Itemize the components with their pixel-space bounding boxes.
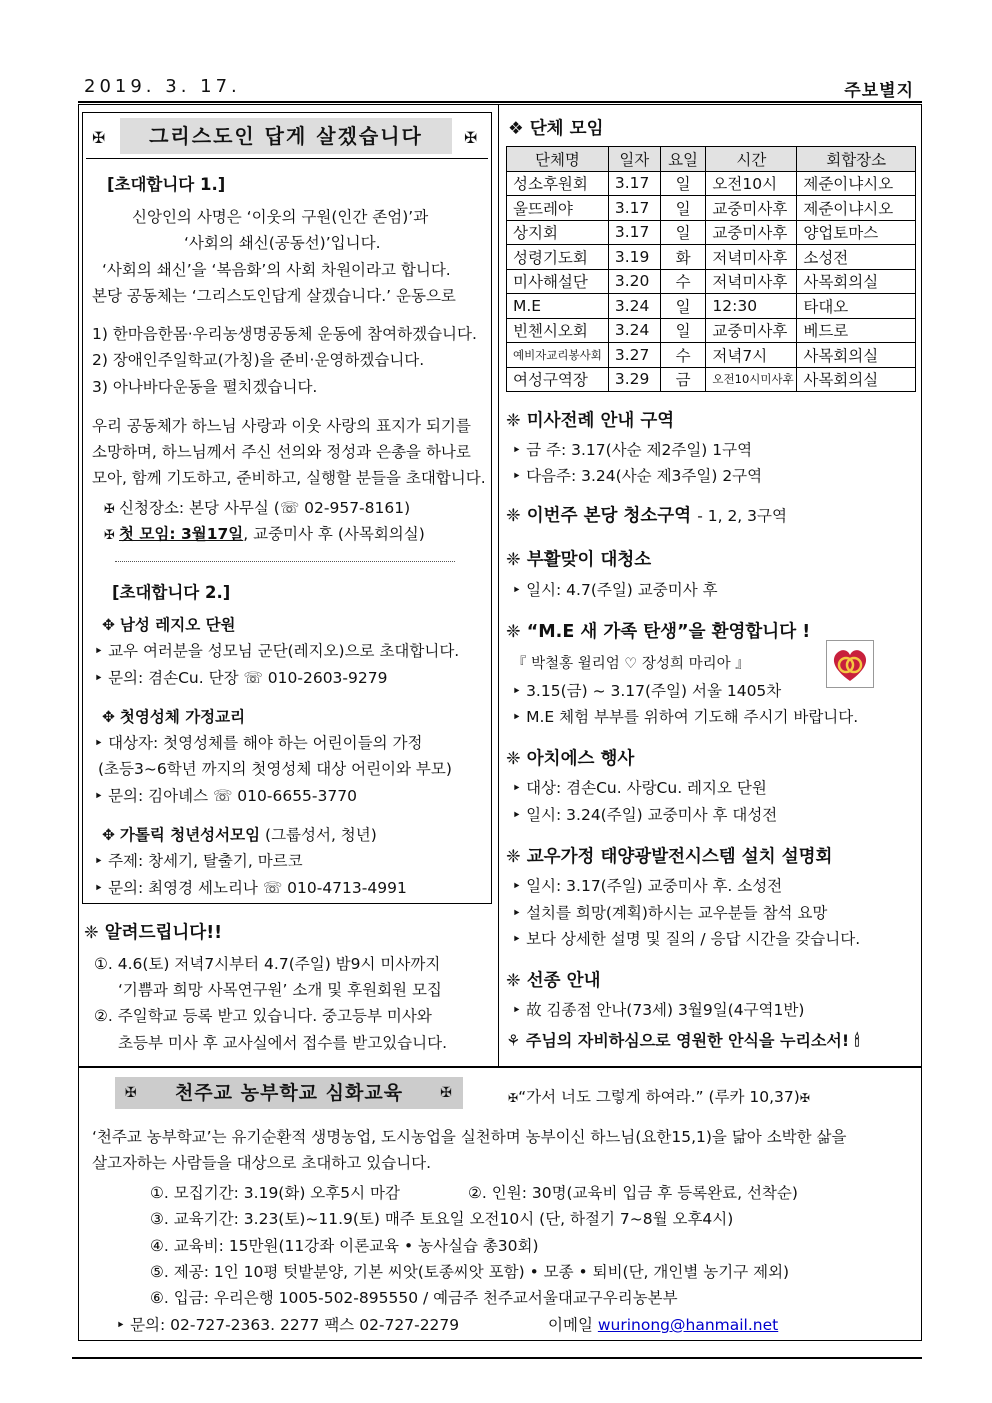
intro-line: 살고자하는 사람들을 대상으로 초대하고 있습니다. [92, 1154, 432, 1172]
table-cell: 베드로 [797, 318, 916, 343]
paragraph-line: 본당 공동체는 ‘그리스도인답게 살겠습니다.’ 운동으로 [92, 287, 456, 305]
info-item: ④. 교육비: 15만원(11강좌 이론교육 • 농사실습 총30회) [150, 1237, 539, 1255]
table-cell: 소성전 [797, 245, 916, 270]
cleaning-title: 이번주 본당 청소구역 [526, 506, 692, 526]
group-line: ‣ 대상자: 첫영성체를 해야 하는 어린이들의 가정 [94, 734, 423, 752]
list-item: 3) 아나바다운동을 펼치겠습니다. [92, 378, 318, 396]
group-line: ‣ 문의: 김아녜스 ☏ 010-6655-3770 [94, 787, 357, 805]
paragraph-line: 우리 공동체가 하느님 사랑과 이웃 사랑의 표지가 되기를 [92, 417, 471, 435]
table-cell: 수 [660, 269, 706, 294]
table-cell: 빈첸시오회 [507, 318, 609, 343]
table-cell: 울뜨레야 [507, 196, 609, 221]
first-meeting-label: 첫 모임: 3월17일 [119, 525, 244, 543]
asterisk-icon: ❈ [506, 847, 527, 867]
table-cell: 저녁7시 [706, 343, 797, 368]
first-meeting-detail: , 교중미사 후 (사목회의실) [243, 525, 425, 543]
asterisk-icon: ❈ [506, 971, 527, 991]
table-cell: 상지회 [507, 220, 609, 245]
notice-line: ①. 4.6(토) 저녁7시부터 4.7(주일) 밤9시 미사까지 [94, 955, 441, 973]
table-cell: M.E [507, 294, 609, 319]
acies-title: 아치에스 행사 [526, 749, 635, 769]
me-logo [826, 640, 874, 688]
table-cell: 교중미사후 [706, 196, 797, 221]
info-item: ⑥. 입금: 우리은행 1005-502-895550 / 예금주 천주교서울대교구우리농본부 [150, 1289, 678, 1307]
group-line: ‣ 문의: 최영경 세노리나 ☏ 010-4713-4991 [94, 879, 407, 897]
funeral-title: 선종 안내 [526, 971, 601, 991]
info-item: ②. 인원: 30명(교육비 입금 후 등록완료, 선착순) [468, 1184, 798, 1202]
table-header-row [507, 147, 916, 172]
table-cell: 3.24 [608, 318, 660, 343]
lily-icon: ⚘ [506, 1031, 526, 1050]
table-cell: 일 [660, 196, 706, 221]
table-row [507, 343, 916, 368]
table-cell: 일 [660, 171, 706, 196]
table-cell: 3.17 [608, 220, 660, 245]
table-row [507, 269, 916, 294]
cross-icon: ✠ [92, 129, 105, 147]
invite2-heading: [초대합니다 2.] [112, 583, 231, 602]
table-cell: 12:30 [706, 294, 797, 319]
me-line: ‣ 3.15(금) ~ 3.17(주일) 서울 1405차 [512, 682, 782, 700]
table-cell: 수 [660, 343, 706, 368]
divider [86, 158, 488, 159]
mass-title: 미사전례 안내 구역 [526, 411, 675, 431]
cross-icon: ✠ [125, 1085, 138, 1101]
easter-line: ‣ 일시: 4.7(주일) 교중미사 후 [512, 581, 718, 599]
bulletin-title: 주보별지 [844, 81, 914, 101]
table-row [507, 318, 916, 343]
table-cell: 3.24 [608, 294, 660, 319]
table-cell: 저녁미사후 [706, 245, 797, 270]
page-end-rule [72, 1357, 922, 1359]
email-link[interactable]: wurinong@hanmail.net [597, 1316, 779, 1334]
group-title: 첫영성체 가정교리 [119, 708, 246, 726]
table-row [507, 171, 916, 196]
info-item: ③. 교육기간: 3.23(토)~11.9(토) 매주 토요일 오전10시 (단, 하절기 7~8월 오후4시) [150, 1210, 734, 1228]
table-cell: 사목회의실 [797, 343, 916, 368]
table-cell: 3.29 [608, 367, 660, 392]
groups-title: 단체 모임 [529, 119, 604, 139]
group-title: 가톨릭 청년성서모임 [119, 826, 261, 844]
column-header: 요일 [660, 147, 706, 172]
table-cell: 화 [660, 245, 706, 270]
acies-line: ‣ 대상: 겸손Cu. 사랑Cu. 레지오 단원 [512, 779, 767, 797]
cross-icon: ✠ [104, 528, 120, 543]
column-divider [498, 104, 499, 1067]
column-header: 단체명 [507, 147, 609, 172]
group-line: ‣ 주제: 창세기, 탈출기, 마르코 [94, 852, 303, 870]
table-row [507, 245, 916, 270]
cross-icon: ✠ [464, 129, 477, 147]
paragraph-line: ‘사회의 쇄신(공동선)’입니다. [184, 234, 381, 252]
group-subtitle: (그룹성서, 청년) [265, 826, 377, 844]
table-cell: 일 [660, 318, 706, 343]
asterisk-icon: ❈ [506, 622, 527, 642]
table-cell: 사목회의실 [797, 367, 916, 392]
farm-school-title [115, 1077, 463, 1109]
table-row [507, 196, 916, 221]
me-line: ‣ M.E 체험 부부를 위하여 기도해 주시기 바랍니다. [512, 708, 859, 726]
me-title: “M.E 새 가족 탄생”을 환영합니다 ! [526, 622, 811, 642]
column-header: 일자 [608, 147, 660, 172]
table-cell: 3.19 [608, 245, 660, 270]
table-cell: 성소후원회 [507, 171, 609, 196]
cross-icon: ✠ [104, 502, 120, 517]
flower-icon: ❖ [508, 119, 530, 139]
table-cell: 양업토마스 [797, 220, 916, 245]
group-line: ‣ 문의: 겸손Cu. 단장 ☏ 010-2603-9279 [94, 669, 388, 687]
table-cell: 성령기도회 [507, 245, 609, 270]
paragraph-line: 신앙인의 사명은 ‘이웃의 구원(인간 존엄)’과 [132, 208, 429, 226]
paragraph-line: 모아, 함께 기도하고, 준비하고, 실행할 분들을 초대합니다. [92, 469, 486, 487]
cross-icon: ✠ [799, 1091, 810, 1105]
table-cell: 금 [660, 367, 706, 392]
table-cell: 저녁미사후 [706, 269, 797, 294]
table-cell: 제준이냐시오 [797, 196, 916, 221]
table-cell: 미사해설단 [507, 269, 609, 294]
table-cell: 예비자교리봉사회 [507, 343, 609, 368]
notice-line: ‘기쁨과 희망 사목연구원’ 소개 및 후원회원 모집 [118, 981, 442, 999]
asterisk-icon: ❈ [506, 411, 527, 431]
table-cell: 제준이냐시오 [797, 171, 916, 196]
solar-line: ‣ 일시: 3.17(주일) 교중미사 후. 소성전 [512, 877, 783, 895]
notice-title: 알려드립니다!! [104, 923, 223, 943]
table-cell: 타대오 [797, 294, 916, 319]
table-cell: 일 [660, 294, 706, 319]
cross-icon: ✥ [102, 616, 120, 634]
column-header: 회합장소 [797, 147, 916, 172]
cross-icon: ✥ [102, 708, 120, 726]
heart-rings-icon [827, 641, 873, 687]
mass-line: ‣ 금 주: 3.17(사순 제2주일) 1구역 [512, 441, 753, 459]
table-cell: 교중미사후 [706, 220, 797, 245]
intro-line: ‘천주교 농부학교’는 유기순환적 생명농업, 도시농업을 실천하며 농부이신 하느님(요한15,1)을 닮아 소박한 삶을 [92, 1128, 847, 1146]
table-cell: 3.17 [608, 171, 660, 196]
me-couple: 『 박철홍 윌리엄 ♡ 장성희 마리아 』 [512, 656, 750, 672]
list-item: 1) 한마음한몸·우리농생명공동체 운동에 참여하겠습니다. [92, 325, 477, 343]
asterisk-icon: ❈ [84, 923, 105, 943]
table-row [507, 367, 916, 392]
paragraph-line: 소망하며, 하느님께서 주신 선의와 정성과 은총을 하나로 [92, 443, 471, 461]
application-place: 신청장소: 본당 사무실 (☏ 02-957-8161) [119, 499, 411, 517]
table-cell: 여성구역장 [507, 367, 609, 392]
table-row [507, 220, 916, 245]
table-cell: 3.27 [608, 343, 660, 368]
solar-line: ‣ 보다 상세한 설명 및 질의 / 응답 시간을 갖습니다. [512, 930, 861, 948]
group-title: 남성 레지오 단원 [119, 616, 236, 634]
column-header: 시간 [706, 147, 797, 172]
cross-icon: ✠ [508, 1091, 519, 1105]
dotted-divider [115, 561, 455, 562]
cleaning-areas: - 1, 2, 3구역 [697, 507, 787, 525]
solar-title: 교우가정 태양광발전시스템 설치 설명회 [526, 847, 833, 867]
table-cell: 일 [660, 220, 706, 245]
prayer-line: 주님의 자비하심으로 영원한 안식을 누리소서! [525, 1031, 850, 1050]
acies-line: ‣ 일시: 3.24(주일) 교중미사 후 대성전 [512, 806, 778, 824]
farm-school-title-text: 천주교 농부학교 심화교육 [174, 1082, 404, 1104]
solar-line: ‣ 설치를 희망(계획)하시는 교우분들 참석 요망 [512, 904, 828, 922]
group-schedule-table [506, 146, 916, 392]
notice-line: ②. 주일학교 등록 받고 있습니다. 중고등부 미사와 [94, 1007, 432, 1025]
table-cell: 교중미사후 [706, 318, 797, 343]
cross-icon: ✠ [440, 1085, 453, 1101]
table-row [507, 294, 916, 319]
easter-title: 부활맞이 대청소 [526, 550, 652, 570]
mass-line: ‣ 다음주: 3.24(사순 제3주일) 2구역 [512, 467, 763, 485]
table-cell: 3.20 [608, 269, 660, 294]
info-item: ⑤. 제공: 1인 10평 텃밭분양, 기본 씨앗(토종씨앗 포함) • 모종 • 퇴비(단, 개인별 농기구 제외) [150, 1263, 790, 1281]
table-cell: 3.17 [608, 196, 660, 221]
list-item: 2) 장애인주일학교(가칭)을 준비·운영하겠습니다. [92, 351, 425, 369]
asterisk-icon: ❈ [506, 550, 527, 570]
cross-icon: ✥ [102, 826, 120, 844]
asterisk-icon: ❈ [506, 506, 527, 526]
bulletin-date: 2019. 3. 17. [84, 76, 241, 97]
info-item: ①. 모집기간: 3.19(화) 오후5시 마감 [150, 1184, 400, 1202]
funeral-line: ‣ 故 김종점 안나(73세) 3월9일(4구역1반) [512, 1001, 805, 1019]
invite1-heading: [초대합니다 1.] [107, 175, 226, 194]
asterisk-icon: ❈ [506, 749, 527, 769]
bible-quote: “가서 너도 그렇게 하여라.” (루카 10,37) [518, 1088, 800, 1106]
paragraph-line: ‘사회의 쇄신’을 ‘복음화’의 사회 차원이라고 합니다. [102, 261, 451, 279]
section-title: 그리스도인 답게 살겠습니다 [120, 118, 452, 154]
table-cell: 오전10시 [706, 171, 797, 196]
email-label: 이메일 [548, 1316, 593, 1334]
table-cell: 오전10시미사후 [706, 367, 797, 392]
header-rule [78, 101, 922, 103]
notice-line: 초등부 미사 후 교사실에서 접수를 받고있습니다. [118, 1034, 448, 1052]
table-cell: 사목회의실 [797, 269, 916, 294]
contact-line: ‣ 문의: 02-727-2363. 2277 팩스 02-727-2279 [116, 1316, 460, 1334]
candle-icon: 🕯 [849, 1031, 860, 1050]
group-line: (초등3~6학년 까지의 첫영성체 대상 어린이와 부모) [98, 760, 452, 778]
group-line: ‣ 교우 여러분을 성모님 군단(레지오)으로 초대합니다. [94, 642, 460, 660]
